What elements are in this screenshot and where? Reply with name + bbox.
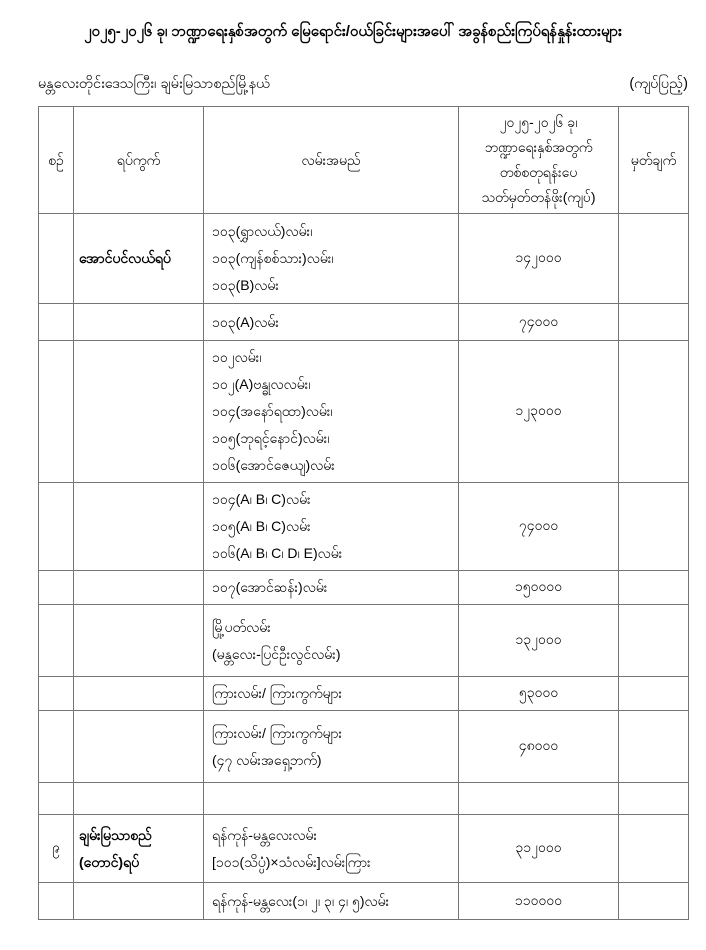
street-cell: ၁၀၄(A၊ B၊ C)လမ်း ၁၀၅(A၊ B၊ C)လမ်း ၁၀၆(A၊ B၊ C၊ D၊ E)လမ်း: [204, 483, 459, 571]
street-cell: ကြားလမ်း/ ကြားကွက်များ: [204, 677, 459, 711]
remark-cell: [619, 815, 689, 883]
ward-cell: အောင်ပင်လယ်ရပ်: [74, 214, 204, 304]
street-cell: ၁၀၂လမ်း၊ ၁၀၂(A)ဗန္ဓုလလမ်း၊ ၁၀၄(အနော်ရထာ)လမ်း၊ ၁၀၅(ဘုရင့်နောင်)လမ်း၊ ၁၀၆(အောင်ဇေယျ)လမ်း: [204, 341, 459, 483]
header-serial: စဉ်: [39, 107, 74, 214]
serial-cell: [39, 571, 74, 605]
rate-cell: ၁၃၂၀၀၀: [459, 605, 619, 677]
remark-cell: [619, 571, 689, 605]
remark-cell: [619, 883, 689, 920]
rate-cell: [459, 783, 619, 815]
remark-cell: [619, 783, 689, 815]
table-row: [39, 341, 689, 483]
table-row: [39, 711, 689, 783]
serial-cell: [39, 711, 74, 783]
rate-cell: ၄၈၀၀၀: [459, 711, 619, 783]
ward-cell: [74, 783, 204, 815]
table-row: [39, 483, 689, 571]
ward-cell: ချမ်းမြသာစည် (တောင်)ရပ်: [74, 815, 204, 883]
remark-cell: [619, 341, 689, 483]
remark-cell: [619, 214, 689, 304]
table-row: [39, 214, 689, 304]
table-body: [39, 214, 689, 920]
region-township-label: မန္တလေးတိုင်းဒေသကြီး၊ ချမ်းမြသာစည်မြို့နယ်: [38, 76, 271, 92]
serial-cell: [39, 341, 74, 483]
header-rate: [459, 107, 619, 214]
ward-cell: [74, 304, 204, 341]
remark-cell: [619, 677, 689, 711]
rate-cell: ၇၄၀၀၀: [459, 304, 619, 341]
table-row: [39, 304, 689, 341]
serial-cell: [39, 783, 74, 815]
ward-cell: [74, 483, 204, 571]
ward-cell: [74, 677, 204, 711]
rate-cell: ၁၅၀၀၀၀: [459, 571, 619, 605]
ward-cell: [74, 883, 204, 920]
header-ward: ရပ်ကွက်: [74, 107, 204, 214]
street-cell: မြို့ပတ်လမ်း (မန္တလေး-ပြင်ဦးလွင်လမ်း): [204, 605, 459, 677]
serial-cell: [39, 483, 74, 571]
table-row: [39, 883, 689, 920]
street-cell: ၁၀၃(ရွှာလယ်)လမ်း၊ ၁၀၃(ကျန်စစ်သား)လမ်း၊ ၁၀၃(B)လမ်း: [204, 214, 459, 304]
rate-cell: ၇၄၀၀၀: [459, 483, 619, 571]
document-title: ၂၀၂၅-၂၀၂၆ ခု၊ ဘဏ္ဍာရေးနှစ်အတွက် မြေရောင်း/ဝယ်ခြင်းများအပေါ် အခွန်စည်းကြပ်ရန်နှုန်းထားများ: [84, 23, 622, 40]
rate-cell: ၁၁၀၀၀၀: [459, 883, 619, 920]
table-row: [39, 783, 689, 815]
ward-cell: [74, 341, 204, 483]
serial-cell: [39, 677, 74, 711]
street-cell: ရန်ကုန်-မန္တလေး(၁၊ ၂၊ ၃၊ ၄၊ ၅)လမ်း: [204, 883, 459, 920]
ward-cell: [74, 571, 204, 605]
table-row: [39, 605, 689, 677]
street-cell: ရန်ကုန်-မန္တလေးလမ်း [၁၀၁(သိပ္ပံ)×သံလမ်း]လမ်းကြား: [204, 815, 459, 883]
table-row: [39, 815, 689, 883]
rate-header-lines: ၂၀၂၅-၂၀၂၆ ခု၊ ဘဏ္ဍာရေးနှစ်အတွက် တစ်စတုရန်းပေ သတ်မှတ်တန်ဖိုး(ကျပ်): [481, 114, 596, 205]
ward-cell: [74, 605, 204, 677]
street-cell: ၁၀၇(အောင်ဆန်း)လမ်း: [204, 571, 459, 605]
header-remark: မှတ်ချက်: [619, 107, 689, 214]
ward-cell: [74, 711, 204, 783]
serial-cell: [39, 304, 74, 341]
remark-cell: [619, 605, 689, 677]
rate-cell: ၁၂၃၀၀၀: [459, 341, 619, 483]
street-cell: ကြားလမ်း/ ကြားကွက်များ (၄၇ လမ်းအရှေ့ဘက်): [204, 711, 459, 783]
street-cell: ၁၀၃(A)လမ်း: [204, 304, 459, 341]
header-row: [39, 107, 689, 214]
rate-cell: ၃၁၂၀၀၀: [459, 815, 619, 883]
subtitle-row: [38, 73, 688, 95]
serial-cell: [39, 605, 74, 677]
serial-cell: [39, 214, 74, 304]
remark-cell: [619, 711, 689, 783]
rates-table: [38, 106, 689, 920]
currency-unit-note: (ကျပ်ပြည့်): [629, 76, 688, 92]
header-street: လမ်းအမည်: [204, 107, 459, 214]
table-row: [39, 571, 689, 605]
rate-cell: ၁၄၂၀၀၀: [459, 214, 619, 304]
serial-cell: [39, 883, 74, 920]
rate-cell: ၅၃၀၀၀: [459, 677, 619, 711]
street-cell: [204, 783, 459, 815]
serial-cell: ၉: [39, 815, 74, 883]
remark-cell: [619, 304, 689, 341]
table-row: [39, 677, 689, 711]
remark-cell: [619, 483, 689, 571]
